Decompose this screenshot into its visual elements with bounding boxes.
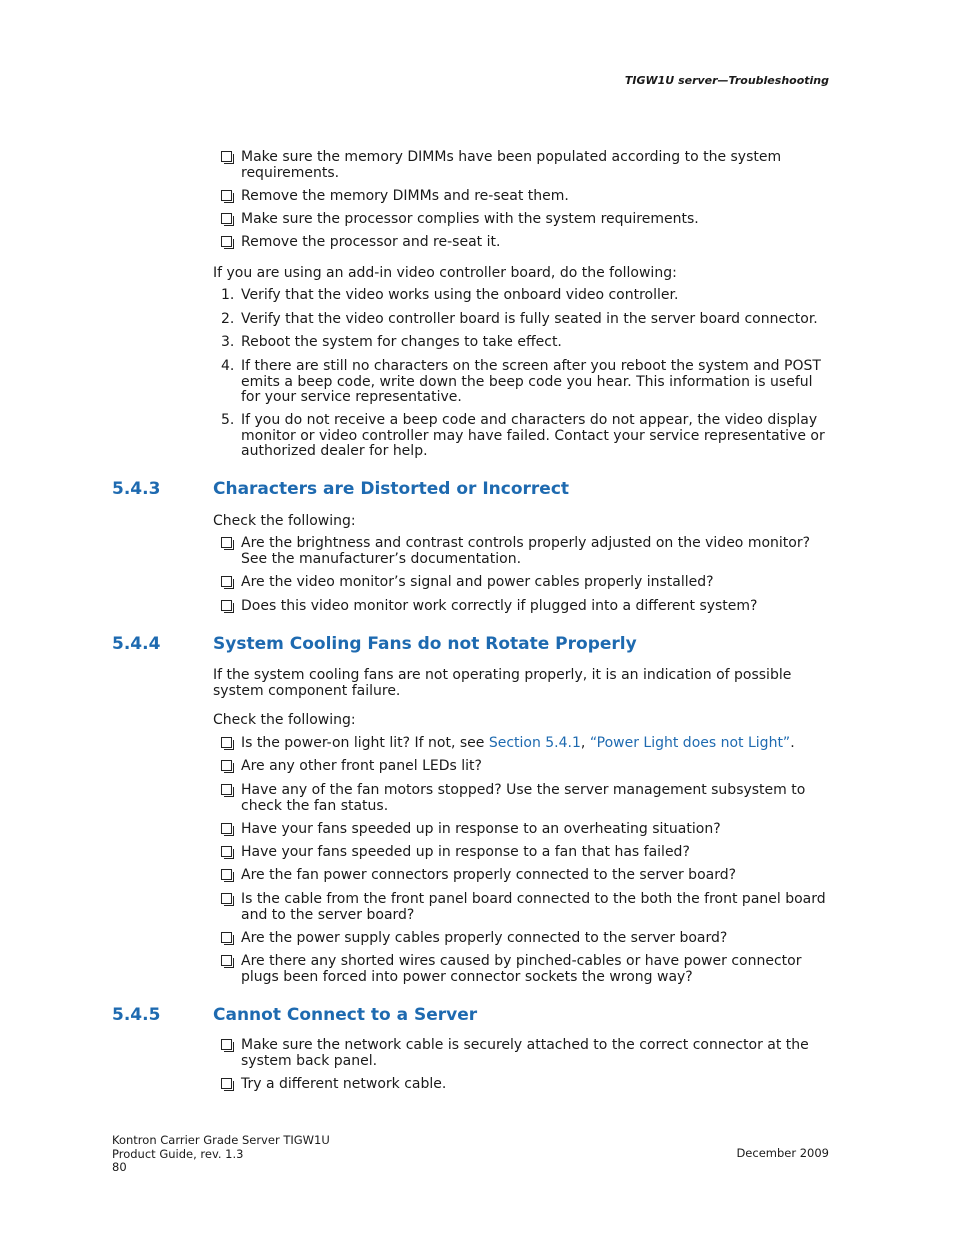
- checkbox-icon: [221, 954, 237, 970]
- list-item: Make sure the network cable is securely attached to the correct connector at the system back panel.: [221, 1038, 833, 1069]
- list-item: Are the fan power connectors properly connected to the server board?: [221, 868, 833, 884]
- numbered-step: 4. If there are still no characters on the screen after you reboot the system and POST emits a beep code, write down the beep code you hear. This information is useful for your service representative.: [221, 358, 821, 405]
- footer-product: Kontron Carrier Grade Server TIGW1U: [112, 1133, 330, 1147]
- checkbox-icon: [221, 868, 237, 884]
- list-item: Have your fans speeded up in response to a fan that has failed?: [221, 845, 833, 861]
- section-link[interactable]: Section 5.4.1: [488, 735, 581, 751]
- checkbox-icon: [221, 783, 237, 799]
- list-item: Make sure the processor complies with the system requirements.: [221, 212, 833, 228]
- list-item: Are any other front panel LEDs lit?: [221, 759, 833, 775]
- checkbox-icon: [221, 1038, 237, 1054]
- paragraph: If the system cooling fans are not operating properly, it is an indication of possible system component failure.: [213, 667, 792, 699]
- list-item: Are the video monitor’s signal and power cables properly installed?: [221, 575, 833, 591]
- list-item: Remove the memory DIMMs and re-seat them.: [221, 189, 833, 205]
- list-item: Remove the processor and re-seat it.: [221, 235, 833, 251]
- checkbox-icon: [221, 892, 237, 908]
- list-item: Try a different network cable.: [221, 1077, 833, 1093]
- numbered-step: 5. If you do not receive a beep code and characters do not appear, the video display monitor or video controller may have failed. Contact your service representative or authorized dealer for help.: [221, 412, 825, 459]
- checkbox-icon: [221, 150, 237, 166]
- numbered-step: 3. Reboot the system for changes to take effect.: [221, 334, 562, 350]
- list-item: Is the power-on light lit? If not, see Section 5.4.1, “Power Light does not Light”.: [221, 736, 833, 752]
- checkbox-icon: [221, 575, 237, 591]
- list-item: Have any of the fan motors stopped? Use the server management subsystem to check the fan status.: [221, 783, 833, 814]
- running-header: TIGW1U server—Troubleshooting: [624, 74, 829, 87]
- checkbox-icon: [221, 599, 237, 615]
- footer-date: December 2009: [736, 1146, 829, 1160]
- title-link[interactable]: “Power Light does not Light”: [589, 735, 791, 751]
- checkbox-icon: [221, 845, 237, 861]
- paragraph: Check the following:: [213, 712, 356, 728]
- numbered-step: 2. Verify that the video controller board is fully seated in the server board connector.: [221, 311, 818, 327]
- page-number: 80: [112, 1160, 127, 1174]
- list-item: Make sure the memory DIMMs have been populated according to the system requirements.: [221, 150, 833, 181]
- list-item: Have your fans speeded up in response to an overheating situation?: [221, 822, 833, 838]
- checkbox-icon: [221, 536, 237, 552]
- checkbox-icon: [221, 189, 237, 205]
- checkbox-icon: [221, 736, 237, 752]
- checkbox-icon: [221, 235, 237, 251]
- checkbox-icon: [221, 822, 237, 838]
- list-item: Are there any shorted wires caused by pinched-cables or have power connector plugs been forced into power connector sockets the wrong way?: [221, 954, 833, 985]
- checkbox-icon: [221, 759, 237, 775]
- list-item: Are the power supply cables properly connected to the server board?: [221, 931, 833, 947]
- checkbox-icon: [221, 1077, 237, 1093]
- list-item: Are the brightness and contrast controls properly adjusted on the video monitor? See the manufacturer’s documentation.: [221, 536, 833, 567]
- checkbox-icon: [221, 931, 237, 947]
- footer-guide: Product Guide, rev. 1.3: [112, 1146, 244, 1161]
- list-item: Is the cable from the front panel board connected to the both the front panel board and to the server board?: [221, 892, 833, 923]
- checkbox-icon: [221, 212, 237, 228]
- list-item: Does this video monitor work correctly if plugged into a different system?: [221, 599, 833, 615]
- paragraph: Check the following:: [213, 513, 356, 529]
- numbered-step: 1. Verify that the video works using the onboard video controller.: [221, 287, 679, 303]
- paragraph: If you are using an add-in video controller board, do the following:: [213, 265, 677, 281]
